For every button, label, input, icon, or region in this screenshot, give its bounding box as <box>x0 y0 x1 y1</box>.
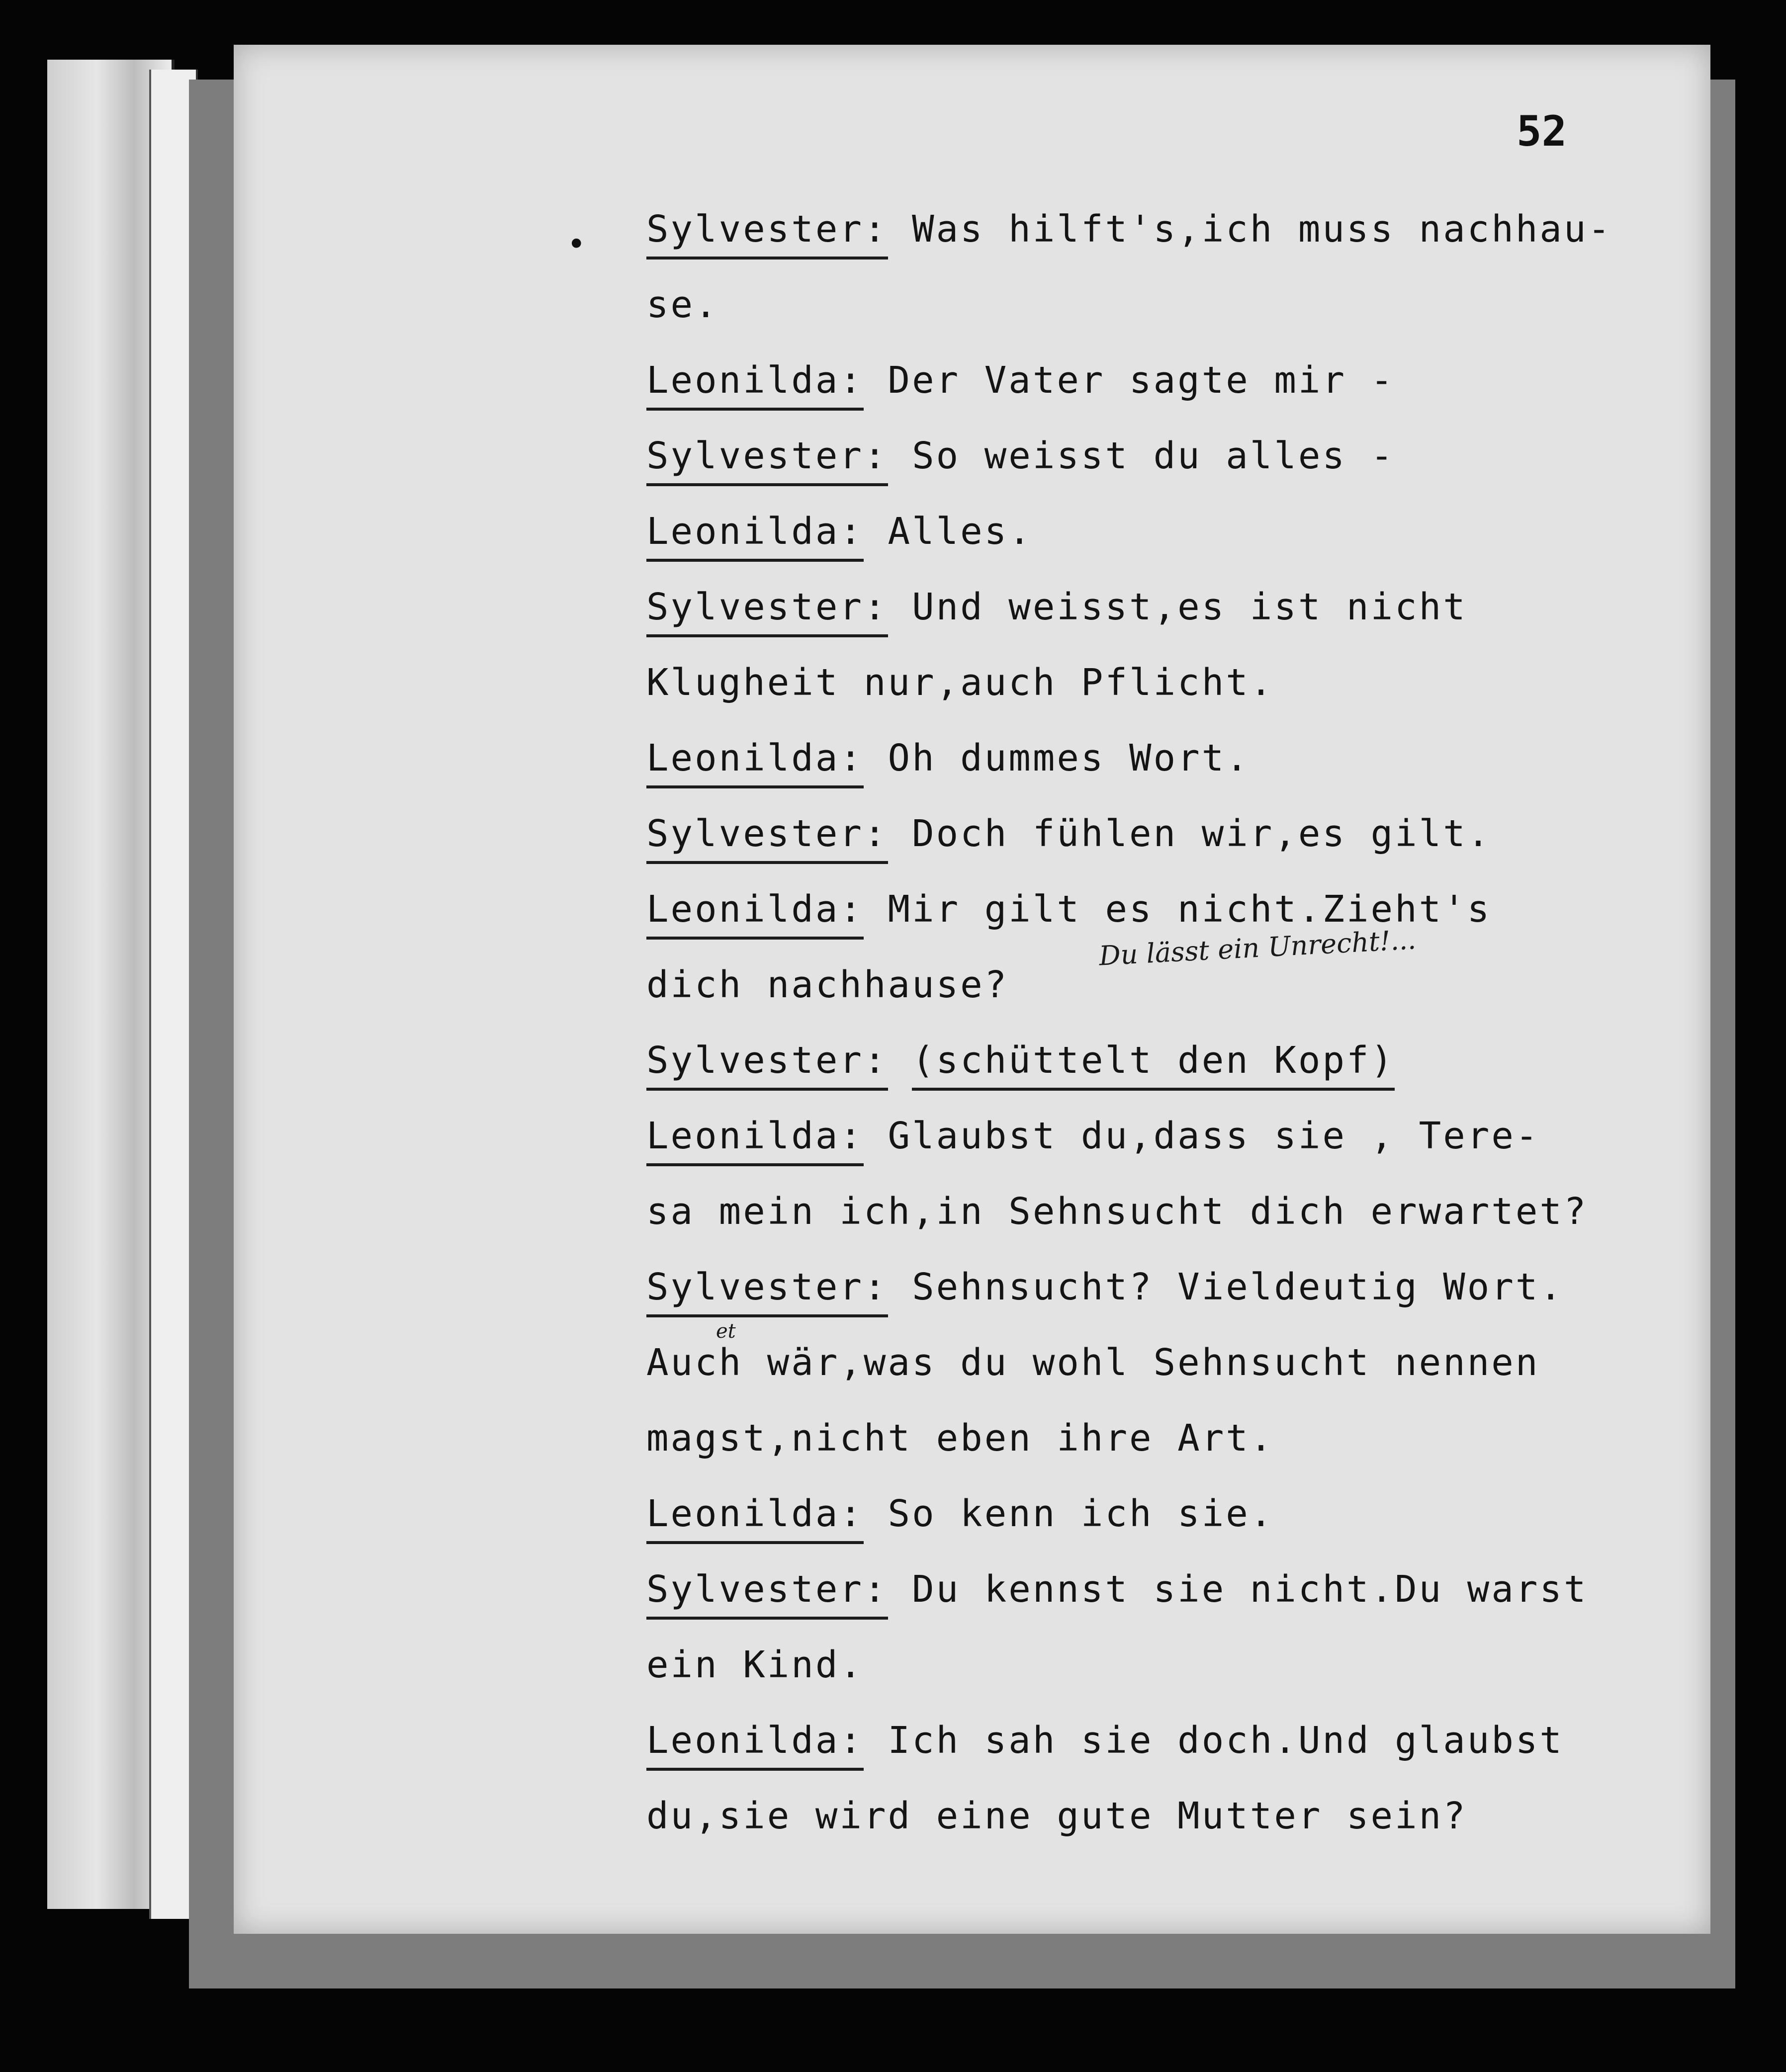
page-number: 52 <box>1517 107 1567 156</box>
line-text: Du kennst sie nicht.Du warst <box>888 1568 1588 1611</box>
dialogue-line <box>646 343 1691 418</box>
line-text: So weisst du alles - <box>888 434 1395 477</box>
speaker-name: Leonilda: <box>646 504 864 562</box>
line-text: Doch fühlen wir,es gilt. <box>888 812 1492 855</box>
dialogue-line <box>646 720 1691 796</box>
line-text: ein Kind. <box>646 1643 864 1686</box>
handwritten-correction: et <box>716 1320 736 1343</box>
dialogue-line <box>646 1703 1691 1778</box>
speaker-name: Sylvester: <box>646 429 888 486</box>
line-text: dich nachhause? <box>646 963 1009 1006</box>
dialogue-line <box>646 871 1691 947</box>
dialogue-line <box>646 1325 1691 1400</box>
dialogue-line <box>646 569 1691 645</box>
margin-bullet: • <box>567 226 586 263</box>
dialogue-line <box>646 418 1691 494</box>
dialogue-text <box>646 191 1691 1854</box>
speaker-name: Leonilda: <box>646 882 864 940</box>
dialogue-line <box>646 1476 1691 1552</box>
speaker-name: Sylvester: <box>646 806 888 864</box>
speaker-name: Sylvester: <box>646 580 888 637</box>
line-text: Der Vater sagte mir - <box>863 359 1395 402</box>
line-text: se. <box>646 283 719 326</box>
speaker-name: Leonilda: <box>646 1713 864 1771</box>
speaker-name: Sylvester: <box>646 1260 888 1317</box>
line-text: Alles. <box>863 510 1033 553</box>
dialogue-line <box>646 494 1691 569</box>
line-text: Mir gilt es nicht.Zieht's <box>863 888 1492 931</box>
dialogue-line <box>646 1174 1691 1249</box>
line-text: Auch wär,was du wohl Sehnsucht nennen <box>646 1341 1540 1384</box>
line-text: So kenn ich sie. <box>863 1492 1274 1535</box>
line-text: du,sie wird eine gute Mutter sein? <box>646 1795 1467 1837</box>
line-text: Klugheit nur,auch Pflicht. <box>646 661 1274 704</box>
dialogue-line <box>646 1627 1691 1703</box>
speaker-name: Sylvester: <box>646 1562 888 1620</box>
line-text: Sehnsucht? Vieldeutig Wort. <box>888 1266 1564 1308</box>
dialogue-line <box>646 1023 1691 1098</box>
handwritten-note: Du lässt ein Unrecht!... <box>1098 924 1417 972</box>
line-text: magst,nicht eben ihre Art. <box>646 1417 1274 1460</box>
dialogue-line <box>646 1400 1691 1476</box>
dialogue-line <box>646 1778 1691 1854</box>
speaker-name: Leonilda: <box>646 353 864 411</box>
dialogue-line <box>646 1098 1691 1174</box>
dialogue-line <box>646 645 1691 720</box>
speaker-name: Sylvester: <box>646 1033 888 1091</box>
dialogue-line <box>646 1249 1691 1325</box>
speaker-name: Leonilda: <box>646 1486 864 1544</box>
speaker-name: Sylvester: <box>646 202 888 259</box>
speaker-name: Leonilda: <box>646 1109 864 1166</box>
dialogue-line <box>646 1552 1691 1627</box>
line-text: Ich sah sie doch.Und glaubst <box>863 1719 1564 1762</box>
stage-direction: (schüttelt den Kopf) <box>912 1033 1395 1091</box>
dialogue-line <box>646 796 1691 871</box>
speaker-name: Leonilda: <box>646 731 864 788</box>
dialogue-line <box>646 191 1691 267</box>
line-text: Und weisst,es ist nicht <box>888 586 1467 628</box>
line-text: Glaubst du,dass sie , Tere- <box>863 1115 1540 1157</box>
line-text: Was hilft's,ich muss nachhau- <box>888 208 1612 251</box>
line-text: Oh dummes Wort. <box>863 737 1250 779</box>
dialogue-line <box>646 267 1691 343</box>
line-text <box>888 1039 912 1082</box>
line-text: sa mein ich,in Sehnsucht dich erwartet? <box>646 1190 1588 1233</box>
